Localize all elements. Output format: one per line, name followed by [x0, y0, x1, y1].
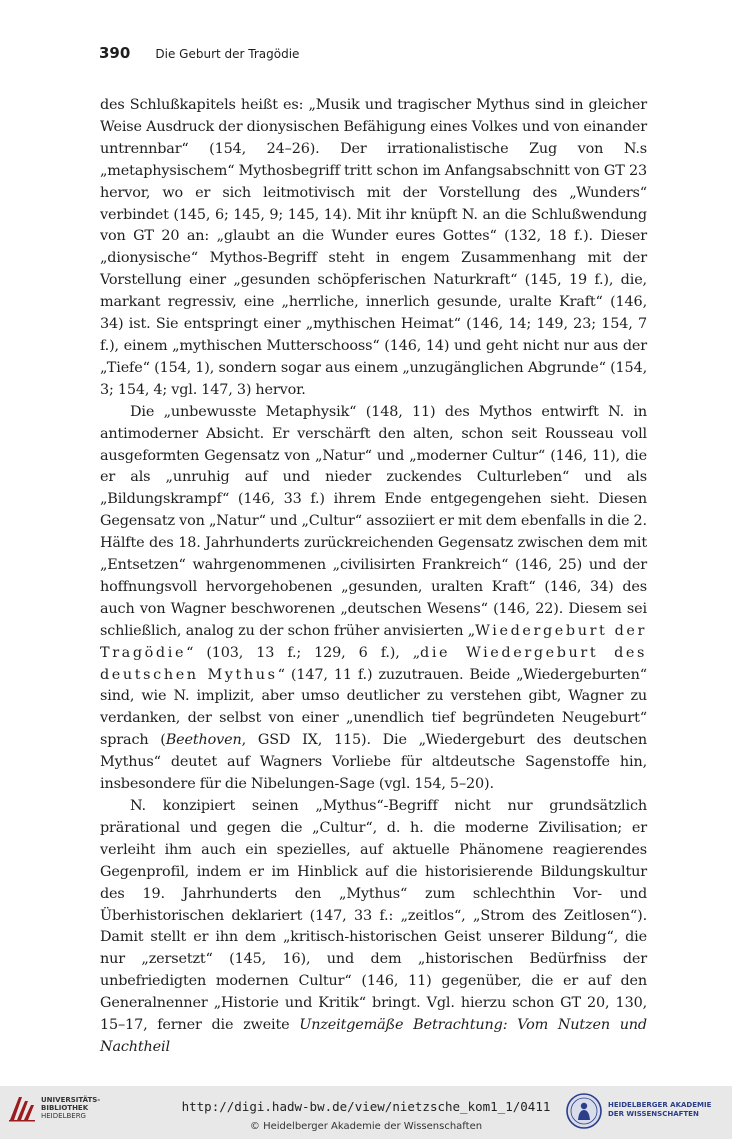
library-name-line-3: HEIDELBERG — [41, 1112, 86, 1120]
paragraph-3-part-1: N. konzipiert seinen „Mythus“-Begriff nicht nur grundsätzlich prärational und gegen die „Cultur“, d. h. die moderne Zivilisation; er verleiht ihm auch ein spezielles, auf aktuelle Phänomene reagierendes Gegenprofil, indem er im Hinblick auf die historisierende Bildungskultur des 19. Jahrhunderts den „Mythus“ zum schlechthin Vor- und Überhistorischen deklariert (147, 33 f.: „zeitlos“, „Strom des Zeitlosen“). Damit stellt er ihn dem „kritisch-historischen Geist unserer Bildung“, die nur „zersetzt“ (145, 16), und dem „historischen Bedürfniss der unbefriedigten modernen Cultur“ (146, 11) gegenüber, die er auf den Generalnenner „Historie und Kritik“ bringt. Vgl. hierzu schon GT 20, 130, 15–17, ferner die zweite — [100, 798, 647, 1034]
running-title: Die Geburt der Tragödie — [155, 47, 300, 61]
paragraph-1: des Schlußkapitels heißt es: „Musik und tragischer Mythus sind in gleicher Weise Ausdruck der dionysischen Befähigung eines Volkes und von einander untrennbar“ (154, 24–26). Der irrationalistische Zug von N.s „metaphysischem“ Mythosbegriff tritt schon im Anfangsabschnitt von GT 23 hervor, wo er sich leitmotivisch mit der Vorstellung des „Wunders“ verbindet (145, 6; 145, 9; 145, 14). Mit ihr knüpft N. an die Schlußwendung von GT 20 an: „glaubt an die Wunder eures Gottes“ (132, 18 f.). Dieser „dionysische“ Mythos-Begriff steht in engem Zusammenhang mit der Vorstellung einer „gesunden schöpferischen Naturkraft“ (145, 19 f.), die, markant regressiv, eine „herrliche, innerlich gesunde, uralte Kraft“ (146, 34) ist. Sie entspringt einer „mythischen Heimat“ (146, 14; 149, 23; 154, 7 f.), einem „mythischen Mutterschooss“ (146, 14) und geht nicht nur aus der „Tiefe“ (154, 1), sondern sogar aus einem „unzugänglichen Abgrunde“ (154, 3; 154, 4; vgl. 147, 3) hervor. — [100, 97, 647, 398]
page-number: 390 — [99, 44, 131, 62]
academy-seal-icon[interactable] — [566, 1093, 602, 1129]
paragraph-2-part-1: Die „unbewusste Metaphysik“ (148, 11) des Mythos entwirft N. in antimoderner Absicht. Er verschärft den alten, schon seit Rousseau voll ausgeformten Gegensatz von „Natur“ und „moderner Cultur“ (146, 11), die er als „unruhig auf und nieder zuckendes Culturleben“ und als „Bildungskrampf“ (146, 33 f.) ihrem Ende entgegengehen sieht. Diesen Gegensatz von „Natur“ und „Cultur“ assoziiert er mit dem ebenfalls in die 2. Hälfte des 18. Jahrhunderts zurückreichenden Gegensatz zwischen dem mit „Entsetzen“ wahrgenommenen „civilisirten Frankreich“ (146, 25) und der hoffnungsvoll hervorgehobenen „gesunden, uralten Kraft“ (146, 34) des auch von Wagner beschworenen „deutschen Wesens“ (146, 22). Diesem sei schließlich, analog zu der schon früher anvisierten „ — [100, 403, 647, 639]
academy-name-line-1: HEIDELBERGER AKADEMIE — [608, 1101, 712, 1109]
paragraph-2-part-5: “ (147, 11 f.) zuzutrauen. Beide „Wiedergeburten“ sind, wie N. implizit, aber umso deutlicher zu verstehen gibt, Wagner zu verdanken, der selbst von einer „unendlich tief begründeten Neugeburt“ sprach ( — [100, 666, 647, 749]
paragraph-2-part-7: , GSD IX, 115). Die „Wiedergeburt des deutschen Mythus“ deutet auf Wagners Vorliebe für altdeutsche Sagenstoffe hin, insbesondere für die Nibelungen-Sage (vgl. 154, 5–20). — [100, 732, 647, 793]
paragraph-2-part-3: “ (103, 13 f.; 129, 6 f.), „ — [186, 644, 421, 661]
academy-name-line-2: DER WISSENSCHAFTEN — [608, 1110, 699, 1118]
paragraph-2 — [100, 402, 647, 796]
page-header — [99, 43, 299, 65]
footer-bar — [0, 1086, 732, 1139]
academy-name — [608, 1101, 711, 1119]
library-name-line-1: UNIVERSITÄTS- — [41, 1096, 101, 1104]
paragraph-3 — [100, 796, 647, 1059]
copyright-notice: © Heidelberger Akademie der Wissenschaften — [249, 1121, 483, 1132]
permalink-url[interactable]: http://digi.hadw-bw.de/view/nietzsche_kom1_1/0411 — [181, 1099, 551, 1114]
body-text — [100, 95, 647, 1059]
spaced-title-wiedergeburt-des-mythus: die Wiedergeburt des deutschen Mythus — [100, 644, 647, 683]
spaced-title-wiedergeburt-der-tragoedie: Wiedergeburt der Tragödie — [100, 622, 647, 661]
library-name-line-2: BIBLIOTHEK — [41, 1104, 89, 1112]
italic-beethoven: Beethoven — [165, 732, 242, 749]
italic-unzeitgemaesse-title: Unzeitgemäße Betrachtung: Vom Nutzen und Nachtheil — [100, 1017, 647, 1055]
